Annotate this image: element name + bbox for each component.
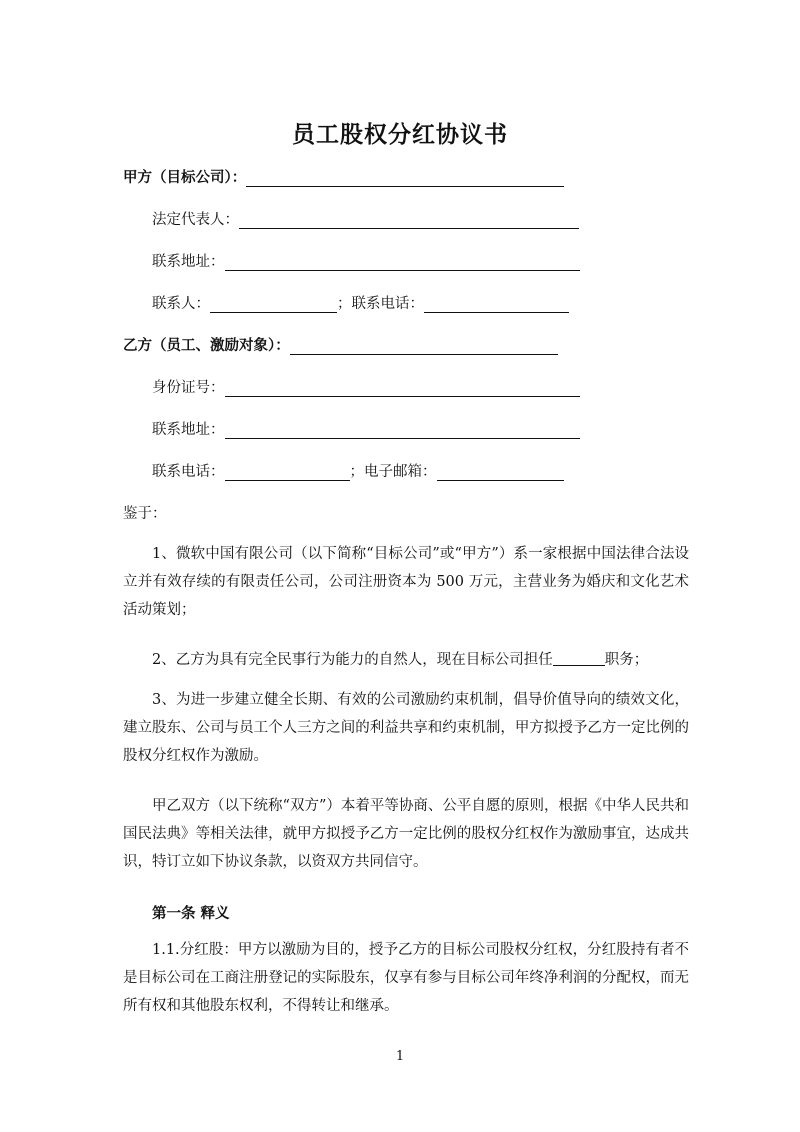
clause-1-text: 1、微软中国有限公司（以下简称“目标公司”或“甲方”）系一家根据中国法律合法设立并有效存续的有限责任公司，公司注册资本为 500 万元，主营业务为婚庆和文化艺术活动策划；: [123, 546, 689, 618]
party-a-contact-row: [152, 292, 569, 313]
article-1-item-1: [123, 936, 689, 1020]
clause-2: [123, 646, 689, 674]
article-1-item-1-text: 1.1.分红股：甲方以激励为目的，授予乙方的目标公司股权分红权，分红股持有者不是目标公司在工商注册登记的实际股东，仅享有参与目标公司年终净利润的分配权，而无所有权和其他股东权利，不得转让和继承。: [123, 942, 689, 1014]
agreement-preamble: [123, 792, 689, 876]
agreement-preamble-text: 甲乙双方（以下统称“双方”）本着平等协商、公平自愿的原则，根据《中华人民共和国民法典》等相关法律，就甲方拟授予乙方一定比例的股权分红权作为激励事宜，达成共识，特订立如下协议条款，以资双方共同信守。: [123, 798, 689, 870]
clause-1: [123, 540, 689, 624]
party-b-phone-blank[interactable]: [225, 464, 350, 481]
id-number-label: 身份证号：: [152, 380, 225, 396]
article-1-heading: 第一条 释义: [152, 906, 230, 922]
party-b-address-blank[interactable]: [225, 422, 580, 439]
party-a-blank[interactable]: [246, 170, 564, 187]
party-b-address-row: [152, 418, 580, 439]
party-a-contact-sep: ；: [337, 296, 352, 312]
party-b-label: 乙方（员工、激励对象）：: [123, 338, 290, 354]
position-blank[interactable]: [553, 651, 605, 666]
party-a-phone-blank[interactable]: [424, 296, 569, 313]
document-title: 员工股权分红协议书: [292, 122, 508, 148]
party-b-address-label: 联系地址：: [152, 422, 225, 438]
party-b-contact-sep: ；: [349, 464, 364, 480]
id-number-row: [152, 376, 580, 397]
clause-3: [123, 686, 689, 770]
party-a-row: [123, 166, 564, 187]
legal-rep-blank[interactable]: [239, 212, 579, 229]
party-b-email-label: 电子邮箱：: [364, 464, 437, 480]
legal-rep-label: 法定代表人：: [152, 212, 239, 228]
id-number-blank[interactable]: [225, 380, 580, 397]
party-a-address-blank[interactable]: [225, 254, 580, 271]
page-number: 1: [395, 1049, 405, 1064]
party-a-phone-label: 联系电话：: [351, 296, 424, 312]
party-a-contact-label: 联系人：: [152, 296, 210, 312]
clause-2-text-after: 职务；: [604, 652, 649, 668]
party-b-blank[interactable]: [290, 338, 558, 355]
clause-3-text: 3、为进一步建立健全长期、有效的公司激励约束机制，倡导价值导向的绩效文化，建立股东、公司与员工个人三方之间的利益共享和约束机制，甲方拟授予乙方一定比例的股权分红权作为激励。: [123, 692, 689, 764]
party-b-phone-row: [152, 460, 564, 481]
party-a-address-label: 联系地址：: [152, 254, 225, 270]
party-b-row: [123, 334, 558, 355]
party-b-email-blank[interactable]: [437, 464, 564, 481]
legal-rep-row: [152, 208, 579, 229]
party-a-contact-blank[interactable]: [210, 296, 337, 313]
party-a-address-row: [152, 250, 580, 271]
party-a-label: 甲方（目标公司）：: [123, 170, 247, 186]
party-b-phone-label: 联系电话：: [152, 464, 225, 480]
clause-2-text-before: 2、乙方为具有完全民事行为能力的自然人，现在目标公司担任: [152, 652, 553, 668]
whereas-label: 鉴于：: [123, 506, 167, 522]
